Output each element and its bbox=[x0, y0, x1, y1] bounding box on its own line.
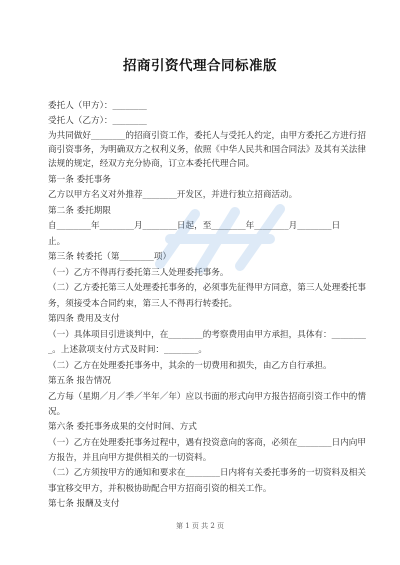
document-line: 商引资事务，为明确双方之权利义务，依照《中华人民共和国合同法》及其有关法律 bbox=[48, 145, 366, 155]
document-line: （二）乙方委托第三人处理委托事务的，必须事先征得甲方同意，第三人处理委托事 bbox=[48, 283, 366, 293]
document-line: （一）具体项目引进谈判中，在________的考察费用由甲方承担，具体有：________ bbox=[48, 330, 366, 340]
document-title: 招商引资代理合同标准版 bbox=[123, 58, 277, 74]
document-line: 事宜移交甲方，并积极协助配合甲方招商引资的相关工作。 bbox=[48, 484, 272, 494]
document-line: 委托人（甲方）：________ bbox=[48, 101, 147, 111]
document-line: 为共同做好________的招商引资工作，委托人与受托人约定，由甲方委托乙方进行招 bbox=[48, 131, 366, 141]
document-line: （一）乙方在处理委托事务过程中，遇有投资意向的客商，必须在________日内向甲 bbox=[48, 438, 366, 448]
document-line: 乙方以甲方名义对外推荐________开发区，并进行独立招商活动。 bbox=[48, 190, 298, 200]
document-line: 务，须接受本合同约束，第三人不得再行转委托。 bbox=[48, 299, 238, 309]
document-line: 受托人（乙方）：________ bbox=[48, 116, 147, 126]
document-line: （二）乙方在处理委托事务中，其余的一切费用和损失，由乙方自行承担。 bbox=[48, 361, 332, 371]
document-line: _。上述款项支付方式及时间：________。 bbox=[48, 345, 207, 355]
page-footer: 第 1 页 共 2 页 bbox=[175, 522, 225, 530]
document-line: 第五条 报告情况 bbox=[48, 376, 111, 386]
document-line: 方报告，并且向甲方提供相关的一切资料。 bbox=[48, 453, 212, 463]
document-line: 法规的规定，经双方充分协商，订立本委托代理合同。 bbox=[48, 159, 255, 169]
document-line: 第一条 委托事务 bbox=[48, 175, 111, 185]
document-line: 乙方每（星期／月／季／半年／年）应以书面的形式向甲方报告招商引资工作中的情 bbox=[48, 392, 366, 402]
document-line: 第四条 费用及支付 bbox=[48, 314, 120, 324]
document-line: 第七条 报酬及支付 bbox=[48, 499, 120, 509]
document-line: （一）乙方不得再行委托第三人处理委托事务。 bbox=[48, 268, 229, 278]
document-line: 第三条 转委托（第________项） bbox=[48, 252, 172, 262]
document-line: 第六条 委托事务成果的交付时间、方式 bbox=[48, 422, 197, 432]
document-line: 止。 bbox=[48, 237, 66, 247]
document-line: 第二条 委托期限 bbox=[48, 206, 111, 216]
document-line: 况。 bbox=[48, 407, 66, 417]
document-line: （二）乙方须按甲方的通知和要求在________日内将有关委托事务的一切资料及相关 bbox=[48, 468, 366, 478]
document-line: 自________年________月________日起，至________年________月________日 bbox=[48, 221, 341, 231]
